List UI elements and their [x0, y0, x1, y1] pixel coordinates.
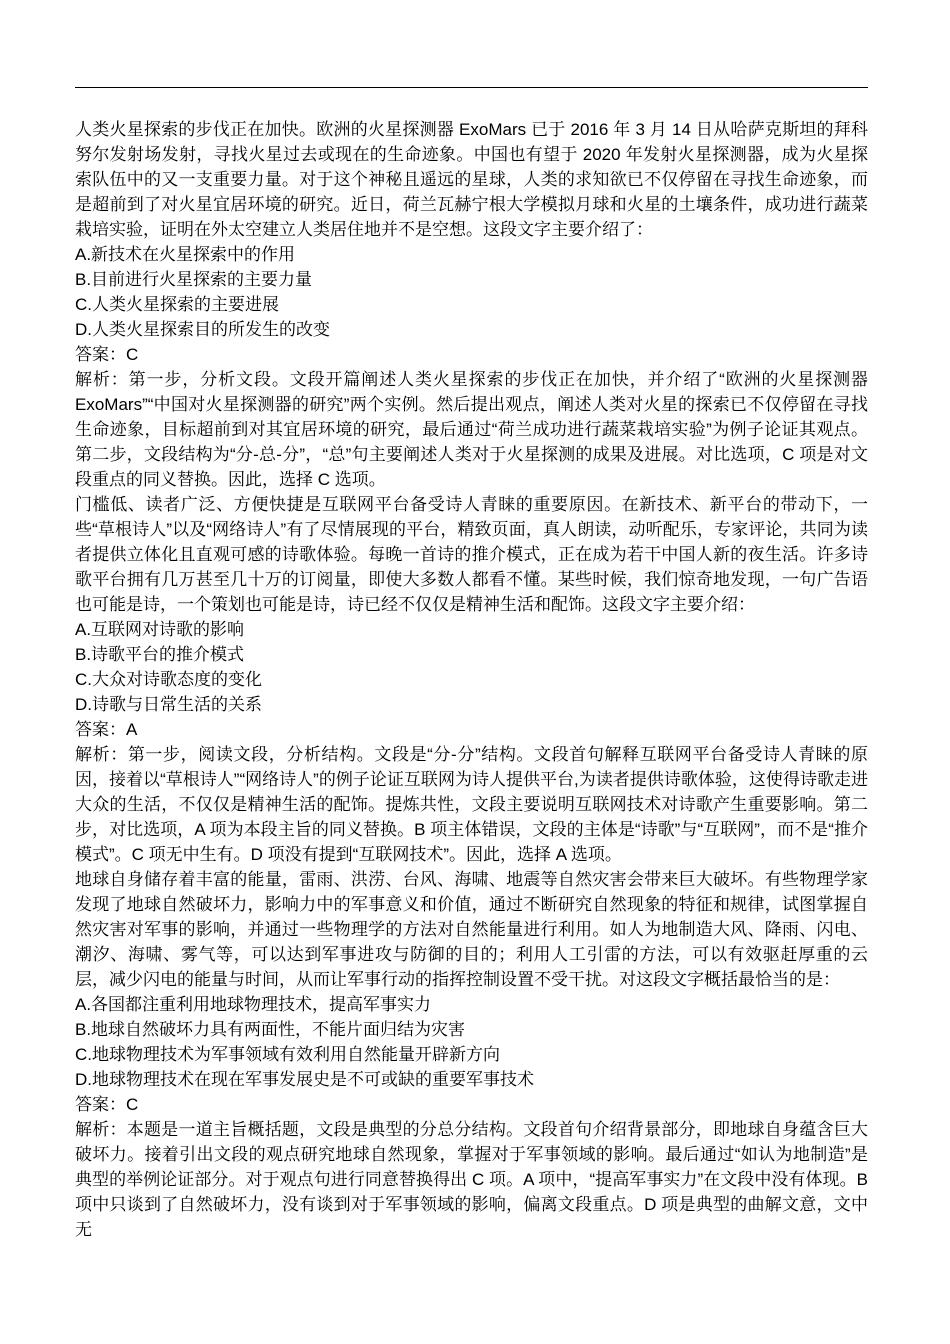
- option-b: B.诗歌平台的推介模式: [75, 645, 245, 664]
- question-block: [75, 492, 868, 867]
- option-d: D.人类火星探索目的所发生的改变: [75, 320, 330, 339]
- question-stem: 人类火星探索的步伐正在加快。欧洲的火星探测器 ExoMars 已于 2016 年 3 月 14 日从哈萨克斯坦的拜科努尔发射场发射，寻找火星过去或现在的生命迹象。中国也有望于 2020 年发射火星探测器，成为火星探索队伍中的又一支重要力量。对于这个神秘且遥远的星球，人类的求知欲已不仅停留在寻找生命迹象，而是超前到了对火星宜居环境的研究。近日，荷兰瓦赫宁根大学模拟月球和火星的土壤条件，成功进行蔬菜栽培实验，证明在外太空建立人类居住地并不是空想。这段文字主要介绍了：: [75, 120, 868, 239]
- answer-line: 答案：A: [75, 720, 138, 739]
- option-b: B.目前进行火星探索的主要力量: [75, 270, 313, 289]
- answer-line: 答案：C: [75, 345, 139, 364]
- question-stem: 地球自身储存着丰富的能量，雷雨、洪涝、台风、海啸、地震等自然灾害会带来巨大破坏。有些物理学家发现了地球自然破坏力，影响力中的军事意义和价值，通过不断研究自然现象的特征和规律，试图掌握自然灾害对军事的影响，并通过一些物理学的方法对自然能量进行利用。如人为地制造大风、降雨、闪电、潮汐、海啸、雾气等，可以达到军事进攻与防御的目的；利用人工引雷的方法，可以有效驱赶厚重的云层，减少闪电的能量与时间，从而让军事行动的指挥控制设置不受干扰。对这段文字概括最恰当的是：: [75, 870, 868, 989]
- option-c: C.大众对诗歌态度的变化: [75, 670, 262, 689]
- option-d: D.诗歌与日常生活的关系: [75, 695, 262, 714]
- option-a: A.互联网对诗歌的影响: [75, 620, 245, 639]
- header-rule: [75, 87, 868, 88]
- option-b: B.地球自然破坏力具有两面性，不能片面归结为灾害: [75, 1020, 466, 1039]
- answer-line: 答案：C: [75, 1095, 139, 1114]
- question-block: [75, 867, 868, 1242]
- question-stem: 门槛低、读者广泛、方便快捷是互联网平台备受诗人青睐的重要原因。在新技术、新平台的带动下，一些“草根诗人”以及“网络诗人”有了尽情展现的平台，精致页面，真人朗读，动听配乐，专家评论，共同为读者提供立体化且直观可感的诗歌体验。每晚一首诗的推介模式，正在成为若干中国人新的夜生活。许多诗歌平台拥有几万甚至几十万的订阅量，即使大多数人都看不懂。某些时候，我们惊奇地发现，一句广告语也可能是诗，一个策划也可能是诗，诗已经不仅仅是精神生活和配饰。这段文字主要介绍：: [75, 495, 868, 614]
- analysis-paragraph: 解析：本题是一道主旨概括题，文段是典型的分总分结构。文段首句介绍背景部分，即地球自身蕴含巨大破坏力。接着引出文段的观点研究地球自然现象，掌握对于军事领域的影响。最后通过“如认为地制造”是典型的举例论证部分。对于观点句进行同意替换得出 C 项。A 项中，“提高军事实力”在文段中没有体现。B 项中只谈到了自然破坏力，没有谈到对于军事领域的影响，偏离文段重点。D 项是典型的曲解文意，文中无: [75, 1120, 868, 1239]
- analysis-paragraph: 解析：第一步，阅读文段，分析结构。文段是“分-分”结构。文段首句解释互联网平台备受诗人青睐的原因，接着以“草根诗人”“网络诗人”的例子论证互联网为诗人提供平台,为读者提供诗歌体验，这使得诗歌走进大众的生活，不仅仅是精神生活的配饰。提炼共性，文段主要说明互联网技术对诗歌产生重要影响。第二步，对比选项，A 项为本段主旨的同义替换。B 项主体错误，文段的主体是“诗歌”与“互联网”，而不是“推介模式”。C 项无中生有。D 项没有提到“互联网技术”。因此，选择 A 选项。: [75, 745, 868, 864]
- question-block: [75, 117, 868, 492]
- option-c: C.地球物理技术为军事领域有效利用自然能量开辟新方向: [75, 1045, 500, 1064]
- option-c: C.人类火星探索的主要进展: [75, 295, 279, 314]
- analysis-paragraph: 解析：第一步，分析文段。文段开篇阐述人类火星探索的步伐正在加快，并介绍了“欧洲的火星探测器 ExoMars”“中国对火星探测器的研究”两个实例。然后提出观点，阐述人类对火星的探索已不仅停留在寻找生命迹象，目标超前到对其宜居环境的研究，最后通过“荷兰成功进行蔬菜栽培实验”为例子论证其观点。第二步，文段结构为“分-总-分”，“总”句主要阐述人类对于火星探测的成果及进展。对比选项，C 项是对文段重点的同义替换。因此，选择 C 选项。: [75, 370, 868, 489]
- document-body: [75, 117, 868, 1242]
- option-a: A.新技术在火星探索中的作用: [75, 245, 296, 264]
- option-d: D.地球物理技术在现在军事发展史是不可或缺的重要军事技术: [75, 1070, 534, 1089]
- option-a: A.各国都注重利用地球物理技术，提高军事实力: [75, 995, 432, 1014]
